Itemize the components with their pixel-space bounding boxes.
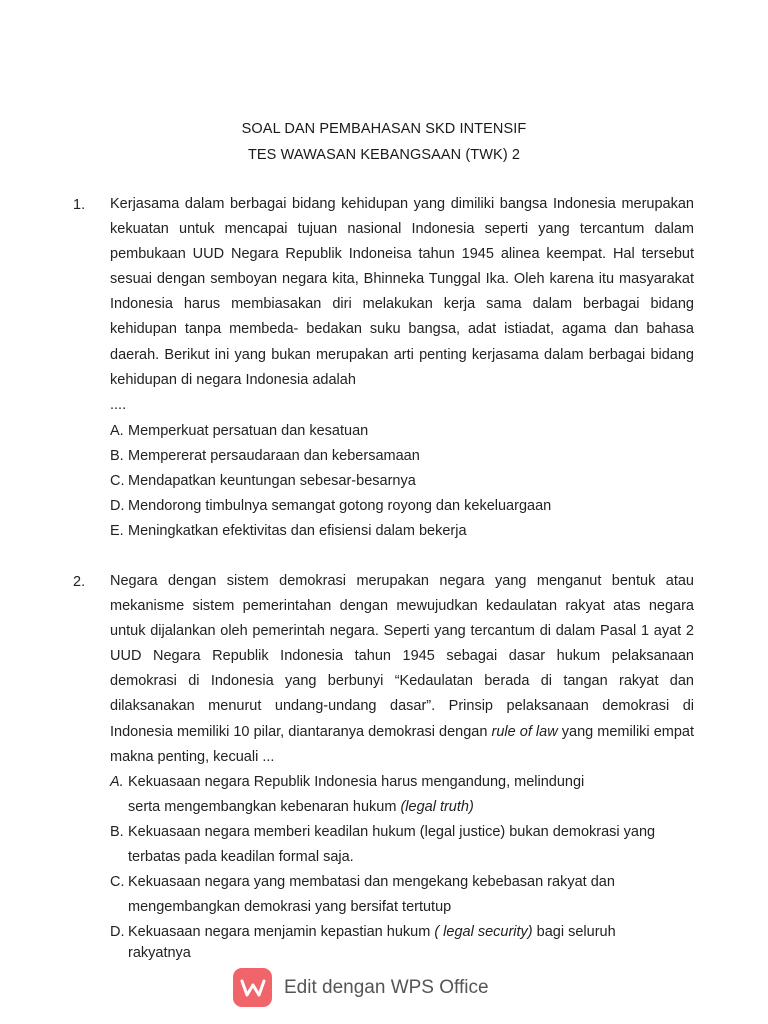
option-letter: C. bbox=[110, 874, 125, 890]
option-letter: B. bbox=[110, 824, 124, 840]
option-text: rakyatnya bbox=[128, 945, 191, 961]
option-1c[interactable] bbox=[110, 468, 700, 493]
option-text: Kekuasaan negara menjamin kepastian hukum bbox=[128, 924, 431, 940]
option-text: Mempererat persaudaraan dan kebersamaan bbox=[128, 447, 420, 464]
option-text: Mendapatkan keuntungan sebesar-besarnya bbox=[128, 472, 416, 489]
option-letter: E. bbox=[110, 522, 124, 539]
option-text: mengembangkan demokrasi yang bersifat tertutup bbox=[128, 899, 452, 915]
option-text: Kekuasaan negara yang membatasi dan mengekang kebebasan rakyat dan bbox=[128, 874, 615, 890]
option-text: Memperkuat persatuan dan kesatuan bbox=[128, 422, 369, 439]
question-2-body: Negara dengan sistem demokrasi merupakan negara yang menganut bentuk atau mekanisme sistem pemerintahan dengan mewujudkan kedaulatan rakyat atas negara untuk dijalankan oleh pemerintah negara. Seperti yang tercantum di dalam Pasal 1 ayat 2 UUD Negara Republik Indonesia tahun 1945 sebagai dasar hukum pelaksanaan demokrasi di Indonesia yang berbunyi “Kedaulatan berada di tangan rakyat dan dilaksanakan menurut undang-undang dasar”. Prinsip pelaksanaan demokrasi di Indonesia memiliki 10 pilar, diantaranya demokrasi dengan bbox=[110, 573, 694, 740]
option-letter: D. bbox=[110, 497, 125, 514]
question-2-body-end: yang memiliki empat makna penting, kecuali ... bbox=[110, 723, 695, 765]
option-italic: (legal truth) bbox=[400, 799, 474, 815]
question-1-ellipsis: .... bbox=[110, 396, 127, 413]
option-1d[interactable] bbox=[110, 493, 700, 518]
option-1a[interactable] bbox=[110, 418, 700, 443]
option-text: Kekuasaan negara Republik Indonesia harus mengandung, melindungi bbox=[128, 774, 585, 790]
option-2c[interactable] bbox=[110, 870, 700, 920]
question-2-text bbox=[110, 569, 694, 770]
question-1-number: 1. bbox=[73, 197, 86, 213]
option-text: terbatas pada keadilan formal saja. bbox=[128, 849, 354, 865]
page-title: SOAL DAN PEMBAHASAN SKD INTENSIF bbox=[241, 121, 527, 137]
option-text: Mendorong timbulnya semangat gotong royong dan kekeluargaan bbox=[128, 497, 552, 514]
wps-edit-banner[interactable] bbox=[233, 968, 489, 1007]
option-text: Kekuasaan negara memberi keadilan hukum (legal justice) bukan demokrasi yang bbox=[128, 824, 656, 840]
question-1-options bbox=[110, 418, 700, 543]
wps-edit-text: Edit dengan WPS Office bbox=[284, 976, 489, 998]
option-1e[interactable] bbox=[110, 518, 700, 543]
option-letter: D. bbox=[110, 924, 125, 940]
option-letter: A. bbox=[110, 774, 124, 790]
option-text: serta mengembangkan kebenaran hukum bbox=[128, 799, 397, 815]
page-subtitle: TES WAWASAN KEBANGSAAN (TWK) 2 bbox=[247, 147, 521, 163]
question-1-text bbox=[110, 192, 694, 418]
question-2-options bbox=[110, 770, 700, 962]
question-2-number: 2. bbox=[73, 574, 86, 590]
option-1b[interactable] bbox=[110, 443, 700, 468]
wps-logo-icon bbox=[233, 968, 272, 1007]
option-2d[interactable] bbox=[110, 920, 700, 962]
question-2-italic: rule of law bbox=[491, 723, 558, 740]
option-letter: A. bbox=[110, 422, 124, 439]
option-italic: ( legal security) bbox=[434, 924, 533, 940]
question-1-body: Kerjasama dalam berbagai bidang kehidupan yang dimiliki bangsa Indonesia merupakan kekuatan untuk mencapai tujuan nasional Indonesia seperti yang tercantum dalam pembukaan UUD Negara Republik Indoneisa tahun 1945 alinea keempat. Hal tersebut sesuai dengan semboyan negara kita, Bhinneka Tunggal Ika. Oleh karena itu masyarakat Indonesia harus membiasakan diri melakukan kerja sama dalam berbagai bidang kehidupan tanpa membeda- bedakan suku bangsa, adat istiadat, agama dan bahasa daerah. Berikut ini yang bukan merupakan arti penting kerjasama dalam berbagai bidang kehidupan di negara Indonesia adalah bbox=[110, 196, 694, 388]
option-2b[interactable] bbox=[110, 820, 700, 870]
option-letter: C. bbox=[110, 472, 125, 489]
option-2a[interactable] bbox=[110, 770, 700, 820]
option-letter: B. bbox=[110, 447, 124, 464]
option-text: Meningkatkan efektivitas dan efisiensi dalam bekerja bbox=[128, 522, 467, 539]
option-text: bagi seluruh bbox=[536, 924, 616, 940]
